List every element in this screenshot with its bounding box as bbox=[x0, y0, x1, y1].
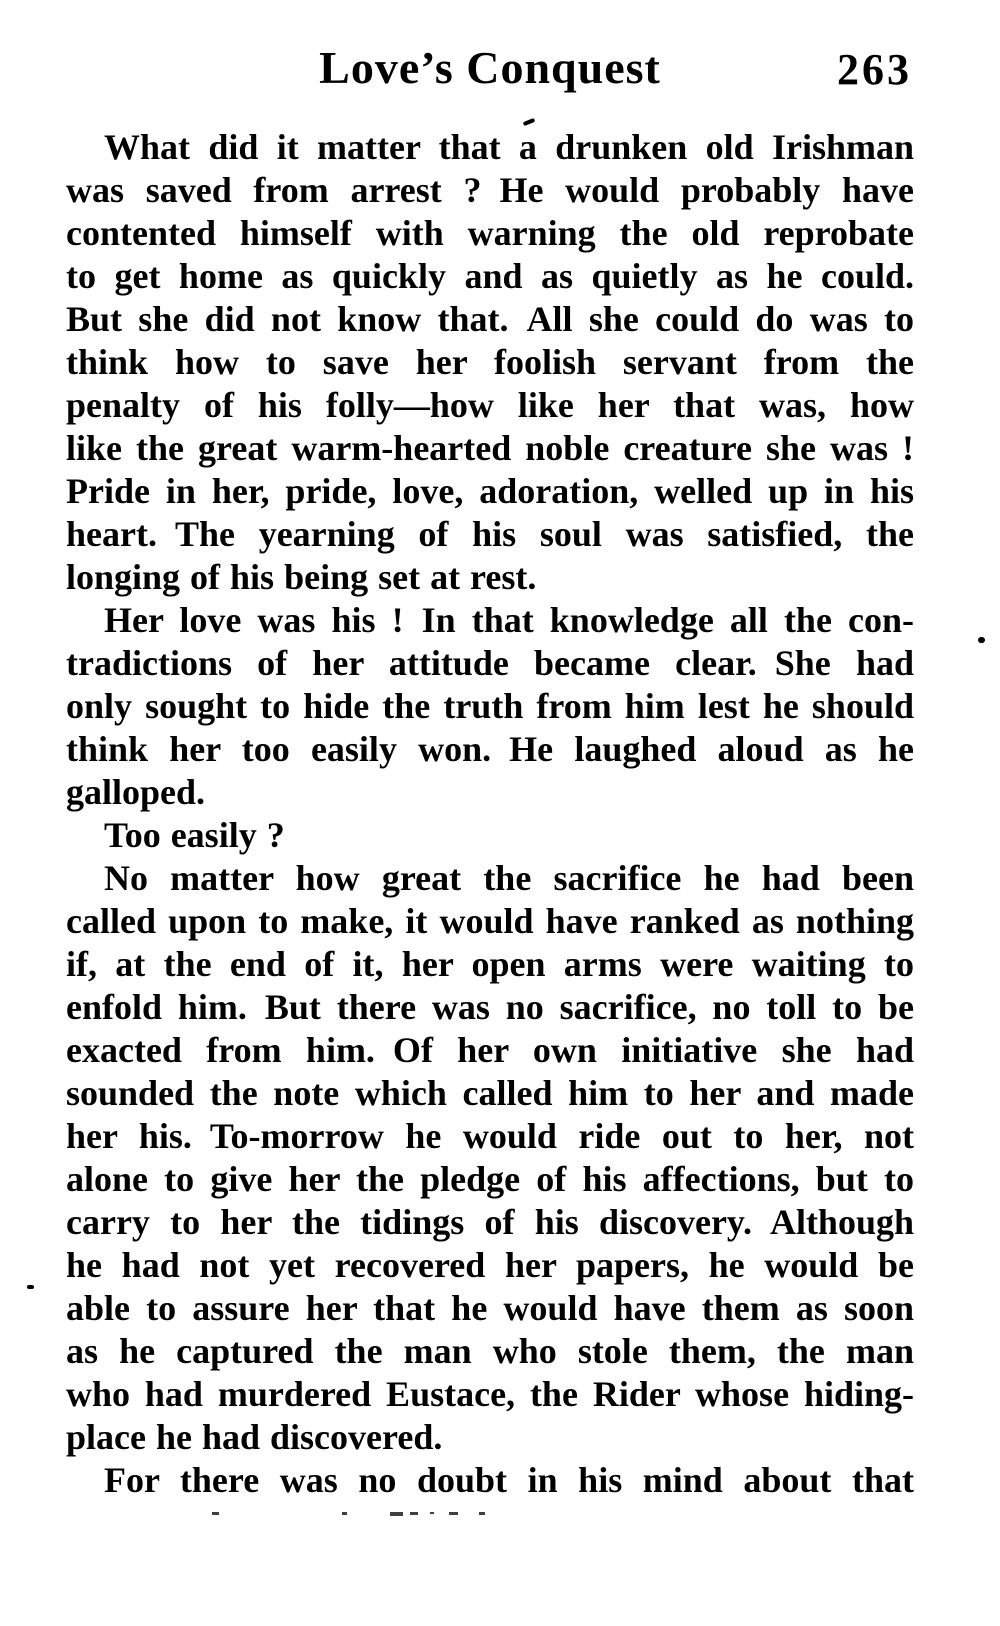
scan-artifact-dot bbox=[27, 1285, 34, 1289]
text-line: Pride in her, pride, love, adoration, welled up in his bbox=[66, 471, 914, 511]
scan-artifact-mark bbox=[449, 1512, 458, 1515]
scan-artifact-mark bbox=[479, 1512, 485, 1515]
text-line: place he had discovered. bbox=[66, 1417, 443, 1457]
page-number: 263 bbox=[837, 45, 912, 94]
text-line: Her love was his ! In that knowledge all the con- bbox=[104, 600, 914, 640]
text-column bbox=[66, 126, 914, 1502]
page-header bbox=[66, 42, 914, 96]
text-line: who had murdered Eustace, the Rider whose hiding- bbox=[66, 1374, 914, 1414]
text-line: was saved from arrest ? He would probably have bbox=[66, 170, 914, 210]
text-line: What did it matter that a drunken old Irishman bbox=[104, 127, 914, 167]
text-line: as he captured the man who stole them, the man bbox=[66, 1331, 914, 1371]
text-line: tradictions of her attitude became clear. She had bbox=[66, 643, 914, 683]
scan-artifact-mark bbox=[390, 1512, 403, 1516]
scan-artifact-cutoff-line bbox=[0, 1512, 1000, 1518]
text-line: if, at the end of it, her open arms were waiting to bbox=[66, 944, 914, 984]
text-line: longing of his being set at rest. bbox=[66, 557, 537, 597]
scan-artifact-mark bbox=[212, 1512, 219, 1515]
text-line: called upon to make, it would have ranked as nothing bbox=[66, 901, 914, 941]
paragraph bbox=[66, 1459, 914, 1502]
text-line: contented himself with warning the old reprobate bbox=[66, 213, 914, 253]
text-line: her his. To-morrow he would ride out to her, not bbox=[66, 1116, 914, 1156]
text-line: alone to give her the pledge of his affections, but to bbox=[66, 1159, 914, 1199]
text-line: think her too easily won. He laughed aloud as he bbox=[66, 729, 914, 769]
scan-artifact-dot bbox=[978, 637, 985, 643]
text-line: only sought to hide the truth from him lest he should bbox=[66, 686, 914, 726]
text-line: exacted from him. Of her own initiative she had bbox=[66, 1030, 914, 1070]
page-title: Love’s Conquest bbox=[319, 42, 661, 93]
paragraph bbox=[66, 814, 914, 857]
text-line: like the great warm-hearted noble creature she was ! bbox=[66, 428, 914, 468]
scan-artifact-mark bbox=[410, 1512, 418, 1515]
text-line: sounded the note which called him to her and made bbox=[66, 1073, 914, 1113]
text-line: No matter how great the sacrifice he had been bbox=[104, 858, 914, 898]
scan-artifact-mark bbox=[430, 1512, 434, 1514]
scan-artifact-mark bbox=[342, 1512, 347, 1515]
text-line: For there was no doubt in his mind about that bbox=[104, 1460, 914, 1500]
text-line: galloped. bbox=[66, 772, 206, 812]
text-line: think how to save her foolish servant from the bbox=[66, 342, 914, 382]
text-line: he had not yet recovered her papers, he would be bbox=[66, 1245, 914, 1285]
text-line: enfold him. But there was no sacrifice, no toll to be bbox=[66, 987, 914, 1027]
paragraph bbox=[66, 126, 914, 599]
text-line: heart. The yearning of his soul was satisfied, the bbox=[66, 514, 914, 554]
text-line: carry to her the tidings of his discovery. Although bbox=[66, 1202, 914, 1242]
scan-artifact-tick bbox=[523, 118, 536, 126]
text-line: But she did not know that. All she could do was to bbox=[66, 299, 914, 339]
paragraph bbox=[66, 599, 914, 814]
text-line: able to assure her that he would have them as soon bbox=[66, 1288, 914, 1328]
text-line: Too easily ? bbox=[104, 815, 285, 855]
text-line: to get home as quickly and as quietly as he could. bbox=[66, 256, 914, 296]
text-line: penalty of his folly—how like her that was, how bbox=[66, 385, 914, 425]
paragraph bbox=[66, 857, 914, 1459]
